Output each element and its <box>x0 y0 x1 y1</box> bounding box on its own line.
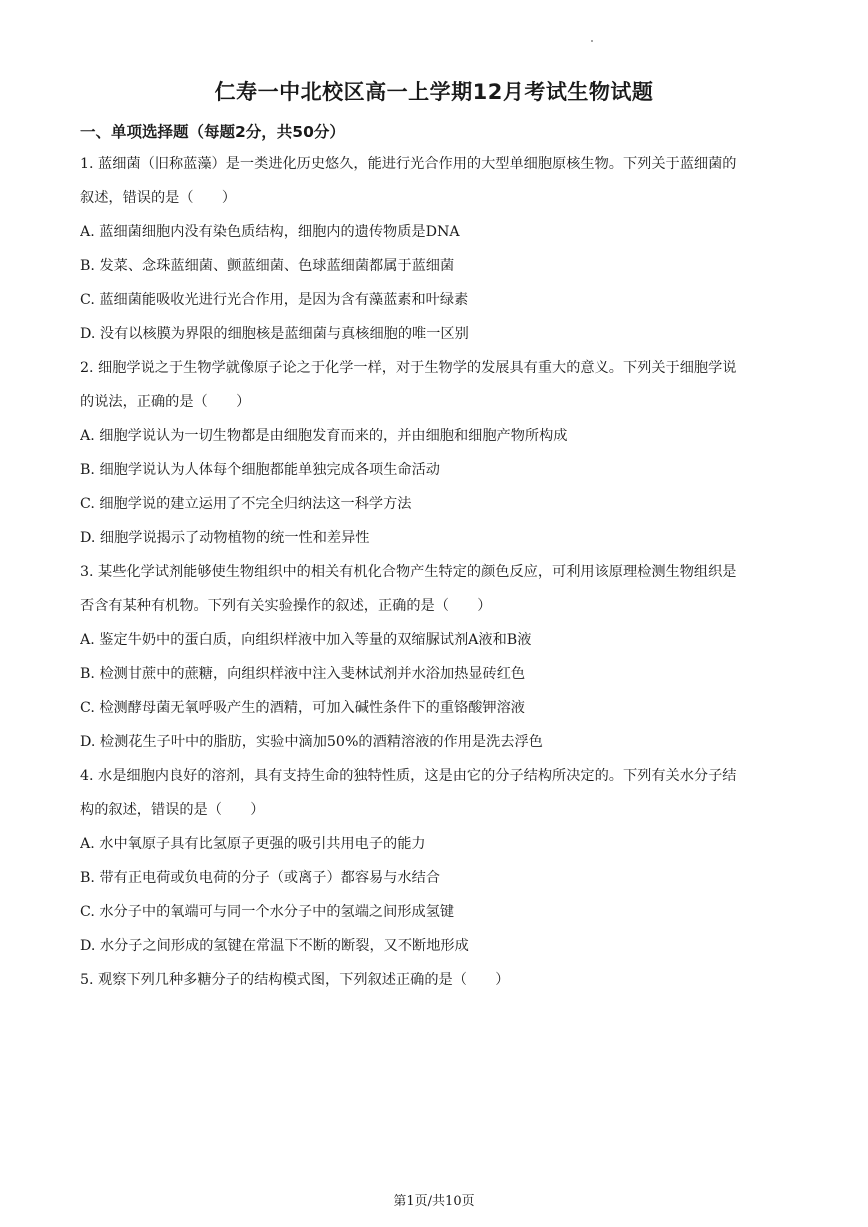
question-3-stem-line2: 否含有某种有机物。下列有关实验操作的叙述，正确的是（ ） <box>80 598 492 614</box>
question-3-option-b: B. 检测甘蔗中的蔗糖，向组织样液中注入斐林试剂并水浴加热显砖红色 <box>80 666 526 682</box>
question-3-option-a: A. 鉴定牛奶中的蛋白质，向组织样液中加入等量的双缩脲试剂A液和B液 <box>80 632 532 648</box>
question-2-option-d: D. 细胞学说揭示了动物植物的统一性和差异性 <box>80 530 370 546</box>
question-1-stem-line2: 叙述，错误的是（ ） <box>80 190 237 206</box>
question-2-option-c: C. 细胞学说的建立运用了不完全归纳法这一科学方法 <box>80 496 412 512</box>
question-4-stem-line1: 4. 水是细胞内良好的溶剂，具有支持生命的独特性质，这是由它的分子结构所决定的。下列有关水分子结 <box>80 768 737 784</box>
question-4-option-a: A. 水中氧原子具有比氢原子更强的吸引共用电子的能力 <box>80 836 426 852</box>
section-heading: 一、单项选择题（每题2分，共50分） <box>80 123 345 141</box>
question-list <box>80 152 792 1002</box>
question-2-stem-line1: 2. 细胞学说之于生物学就像原子论之于化学一样，对于生物学的发展具有重大的意义。下列关于细胞学说 <box>80 360 737 376</box>
question-2-stem-line2: 的说法，正确的是（ ） <box>80 394 251 410</box>
question-2-option-b: B. 细胞学说认为人体每个细胞都能单独完成各项生命活动 <box>80 462 440 478</box>
question-1-stem-line1: 1. 蓝细菌（旧称蓝藻）是一类进化历史悠久，能进行光合作用的大型单细胞原核生物。下列关于蓝细菌的 <box>80 156 737 172</box>
question-1-option-d: D. 没有以核膜为界限的细胞核是蓝细菌与真核细胞的唯一区别 <box>80 326 469 342</box>
question-3-option-c: C. 检测酵母菌无氧呼吸产生的酒精，可加入碱性条件下的重铬酸钾溶液 <box>80 700 525 716</box>
question-1-option-c: C. 蓝细菌能吸收光进行光合作用，是因为含有藻蓝素和叶绿素 <box>80 292 469 308</box>
question-5-stem-line1: 5. 观察下列几种多糖分子的结构模式图，下列叙述正确的是（ ） <box>80 972 510 988</box>
question-4-option-c: C. 水分子中的氧端可与同一个水分子中的氢端之间形成氢键 <box>80 904 455 920</box>
question-4-stem-line2: 构的叙述，错误的是（ ） <box>80 802 265 818</box>
question-2-option-a: A. 细胞学说认为一切生物都是由细胞发育而来的，并由细胞和细胞产物所构成 <box>80 428 568 444</box>
question-1-option-a: A. 蓝细菌细胞内没有染色质结构，细胞内的遗传物质是DNA <box>80 224 460 240</box>
question-4-option-b: B. 带有正电荷或负电荷的分子（或离子）都容易与水结合 <box>80 870 440 886</box>
question-4-option-d: D. 水分子之间形成的氢键在常温下不断的断裂，又不断地形成 <box>80 938 469 954</box>
question-3-stem-line1: 3. 某些化学试剂能够使生物组织中的相关有机化合物产生特定的颜色反应，可利用该原理检测生物组织是 <box>80 564 737 580</box>
question-1-option-b: B. 发菜、念珠蓝细菌、颤蓝细菌、色球蓝细菌都属于蓝细菌 <box>80 258 455 274</box>
page-footer: 第1页/共10页 <box>393 1194 475 1209</box>
scan-dot <box>591 40 593 42</box>
question-3-option-d: D. 检测花生子叶中的脂肪，实验中滴加50%的酒精溶液的作用是洗去浮色 <box>80 734 543 750</box>
page-title: 仁寿一中北校区高一上学期12月考试生物试题 <box>214 80 654 104</box>
